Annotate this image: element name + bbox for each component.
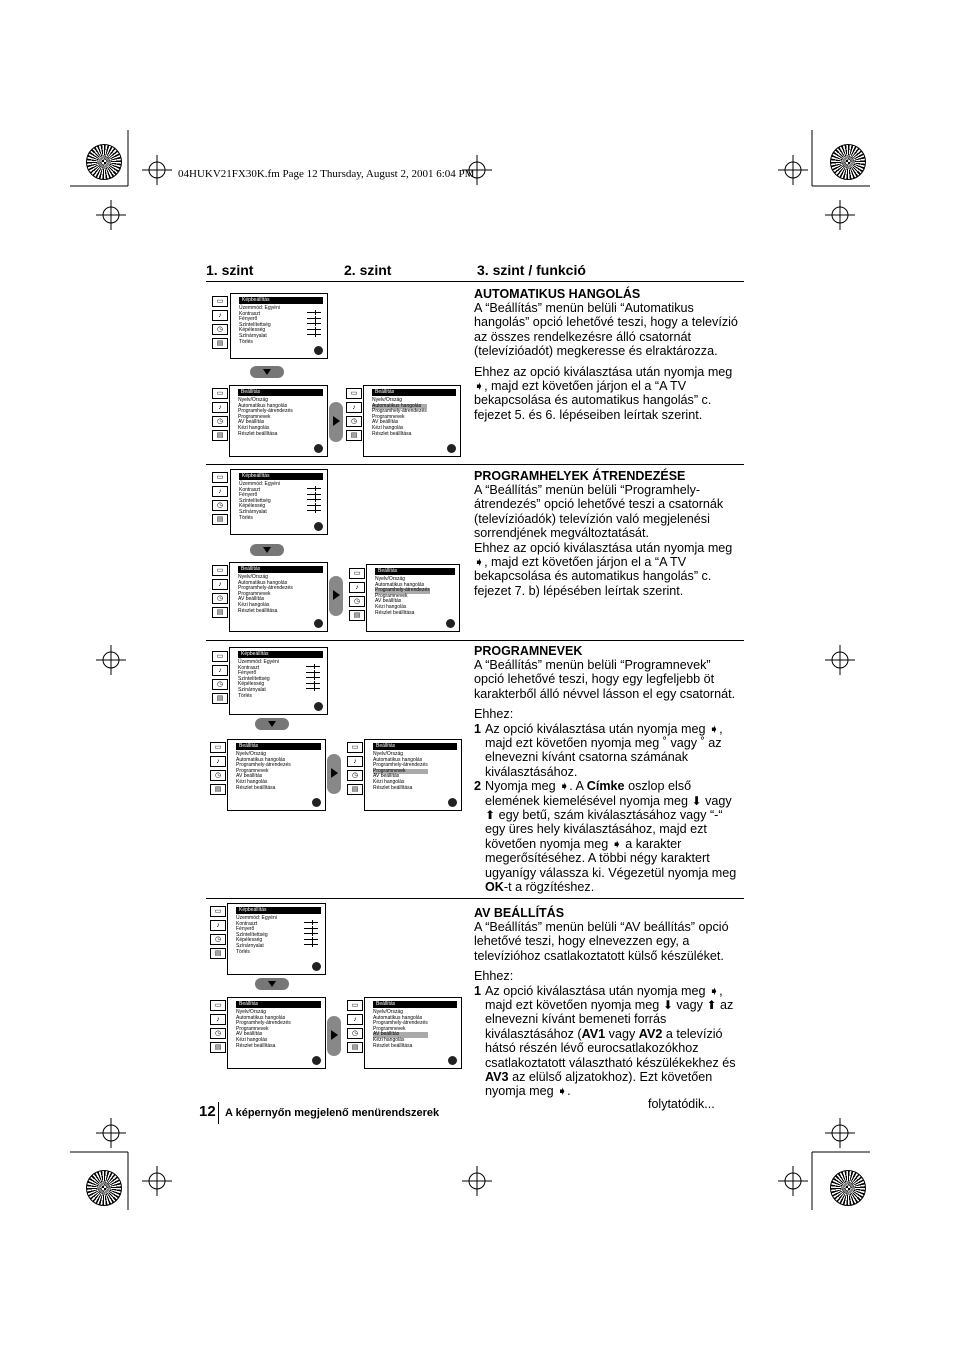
file-header: 04HUKV21FX30K.fm Page 12 Thursday, August 2, 2001 6:04 PM — [178, 168, 475, 180]
right-arrow-icon: ➧ — [611, 836, 622, 851]
up-arrow-icon: ⬆ — [706, 998, 717, 1013]
right-arrow-icon — [329, 402, 343, 442]
page-number: 12 — [199, 1103, 216, 1120]
up-arrow-icon: ⬆ — [485, 808, 496, 823]
section-title: PROGRAMHELYEK ÁTRENDEZÉSE — [474, 469, 686, 483]
menu-icons: ▭ ♪ ◷ ▤ — [212, 296, 228, 349]
right-arrow-icon: ➧ — [557, 1084, 568, 1099]
column-level1: 1. szint — [206, 262, 254, 278]
right-arrow-icon: ➧ — [474, 555, 485, 570]
right-arrow-icon: ➧ — [474, 379, 485, 394]
section-title: AUTOMATIKUS HANGOLÁS — [474, 287, 641, 301]
down-arrow-button — [250, 366, 284, 378]
column-level2: 2. szint — [344, 262, 392, 278]
right-arrow-icon: ➧ — [559, 779, 570, 794]
section-program-sort: PROGRAMHELYEK ÁTRENDEZÉSE A “Beállítás” menün belüli “Programhely-átrendezés” opció lehetővé teszi a csatornák (televízióadók) televízión való megjelenési sorrendjének megváltoztatását. Ehhez az opció kiválasztása után nyomja meg ➧, majd ezt követően járjon el a “A TV bekapcsolása és automatikus hangolás” c. fejezet 7. b) lépésében leírtak szerint. — [474, 469, 742, 598]
section-title: PROGRAMNEVEK — [474, 644, 583, 658]
right-arrow-icon: ➧ — [709, 983, 720, 998]
section-title: AV BEÁLLÍTÁS — [474, 906, 565, 920]
setup-menu-selected: Beállítás Nyelv/Ország Automatikus hangolás Programhely-átrendezés Programnevek AV beállítás Kézi hangolás Részlet beállítása — [363, 385, 461, 457]
down-arrow-icon: ⬇ — [662, 998, 673, 1013]
column-level3: 3. szint / funkció — [477, 262, 586, 278]
section-program-names: PROGRAMNEVEK A “Beállítás” menün belüli “Programnevek” opció lehetővé teszi, hogy egy legfeljebb öt karakterből álló névvel lásson el egy csatornát. Ehhez: 1 Az opció kiválasztása után nyomja meg ➧, majd ezt követően nyomja meg ˚ vagy ˚ az elnevezni kívánt csatorna számának kiválasztásához. 2 Nyomja meg ➧. A Címke oszlop első elemének kiemelésével nyomja meg ⬇ vagy ⬆ egy betű, szám kiválasztásához vagy “-“ egy üres hely kiválasztásához, majd ezt követően nyomja meg ➧ a karakter megerősítéséhez. A többi négy karaktert ugyanígy válassza ki. Végezetül nyomja meg OK-t a rögzítéshez. — [474, 644, 744, 895]
picture-menu: Képbeállítás Üzemmód: Egyéni Kontraszt Fényerő Színtelítettség Képélesség Színárnyalat Törlés — [230, 293, 328, 359]
footer-label: A képernyőn megjelenő menürendszerek — [225, 1107, 440, 1119]
section-av-setup: AV BEÁLLÍTÁS A “Beállítás” menün belüli “AV beállítás” opció lehetővé teszi, hogy elnevezzen egy, a televízióhoz csatlakoztatott külső készüléket. Ehhez: 1 Az opció kiválasztása után nyomja meg ➧, majd ezt követően nyomja meg ⬇ vagy ⬆ az elnevezni kívánt bemeneti forrás kiválasztásához (AV1 vagy AV2 a televízió hátsó részén lévő eurocsatlakozókhoz csatlakoztatott választható készülékekhez és AV3 az elülső aljzatokhoz). Ezt követően nyomja meg ➧. — [474, 906, 744, 1099]
section-auto-tuning: AUTOMATIKUS HANGOLÁS A “Beállítás” menün belüli “Automatikus hangolás” opció lehetővé teszi, hogy a televízió az összes rendelkezésre álló csatornát (televízióadót) megkeresse és elraktározza. Ehhez az opció kiválasztása után nyomja meg ➧, majd ezt követően járjon el a “A TV bekapcsolása és automatikus hangolás” c. fejezet 5. és 6. lépéseiben leírtak szerint. — [474, 287, 742, 422]
setup-menu: Beállítás Nyelv/Ország Automatikus hangolás Programhely-átrendezés Programnevek AV beállítás Kézi hangolás Részlet beállítása — [229, 385, 328, 457]
right-arrow-icon: ➧ — [709, 721, 720, 736]
down-arrow-icon: ⬇ — [691, 793, 702, 808]
continued-label: folytatódik... — [648, 1097, 715, 1111]
